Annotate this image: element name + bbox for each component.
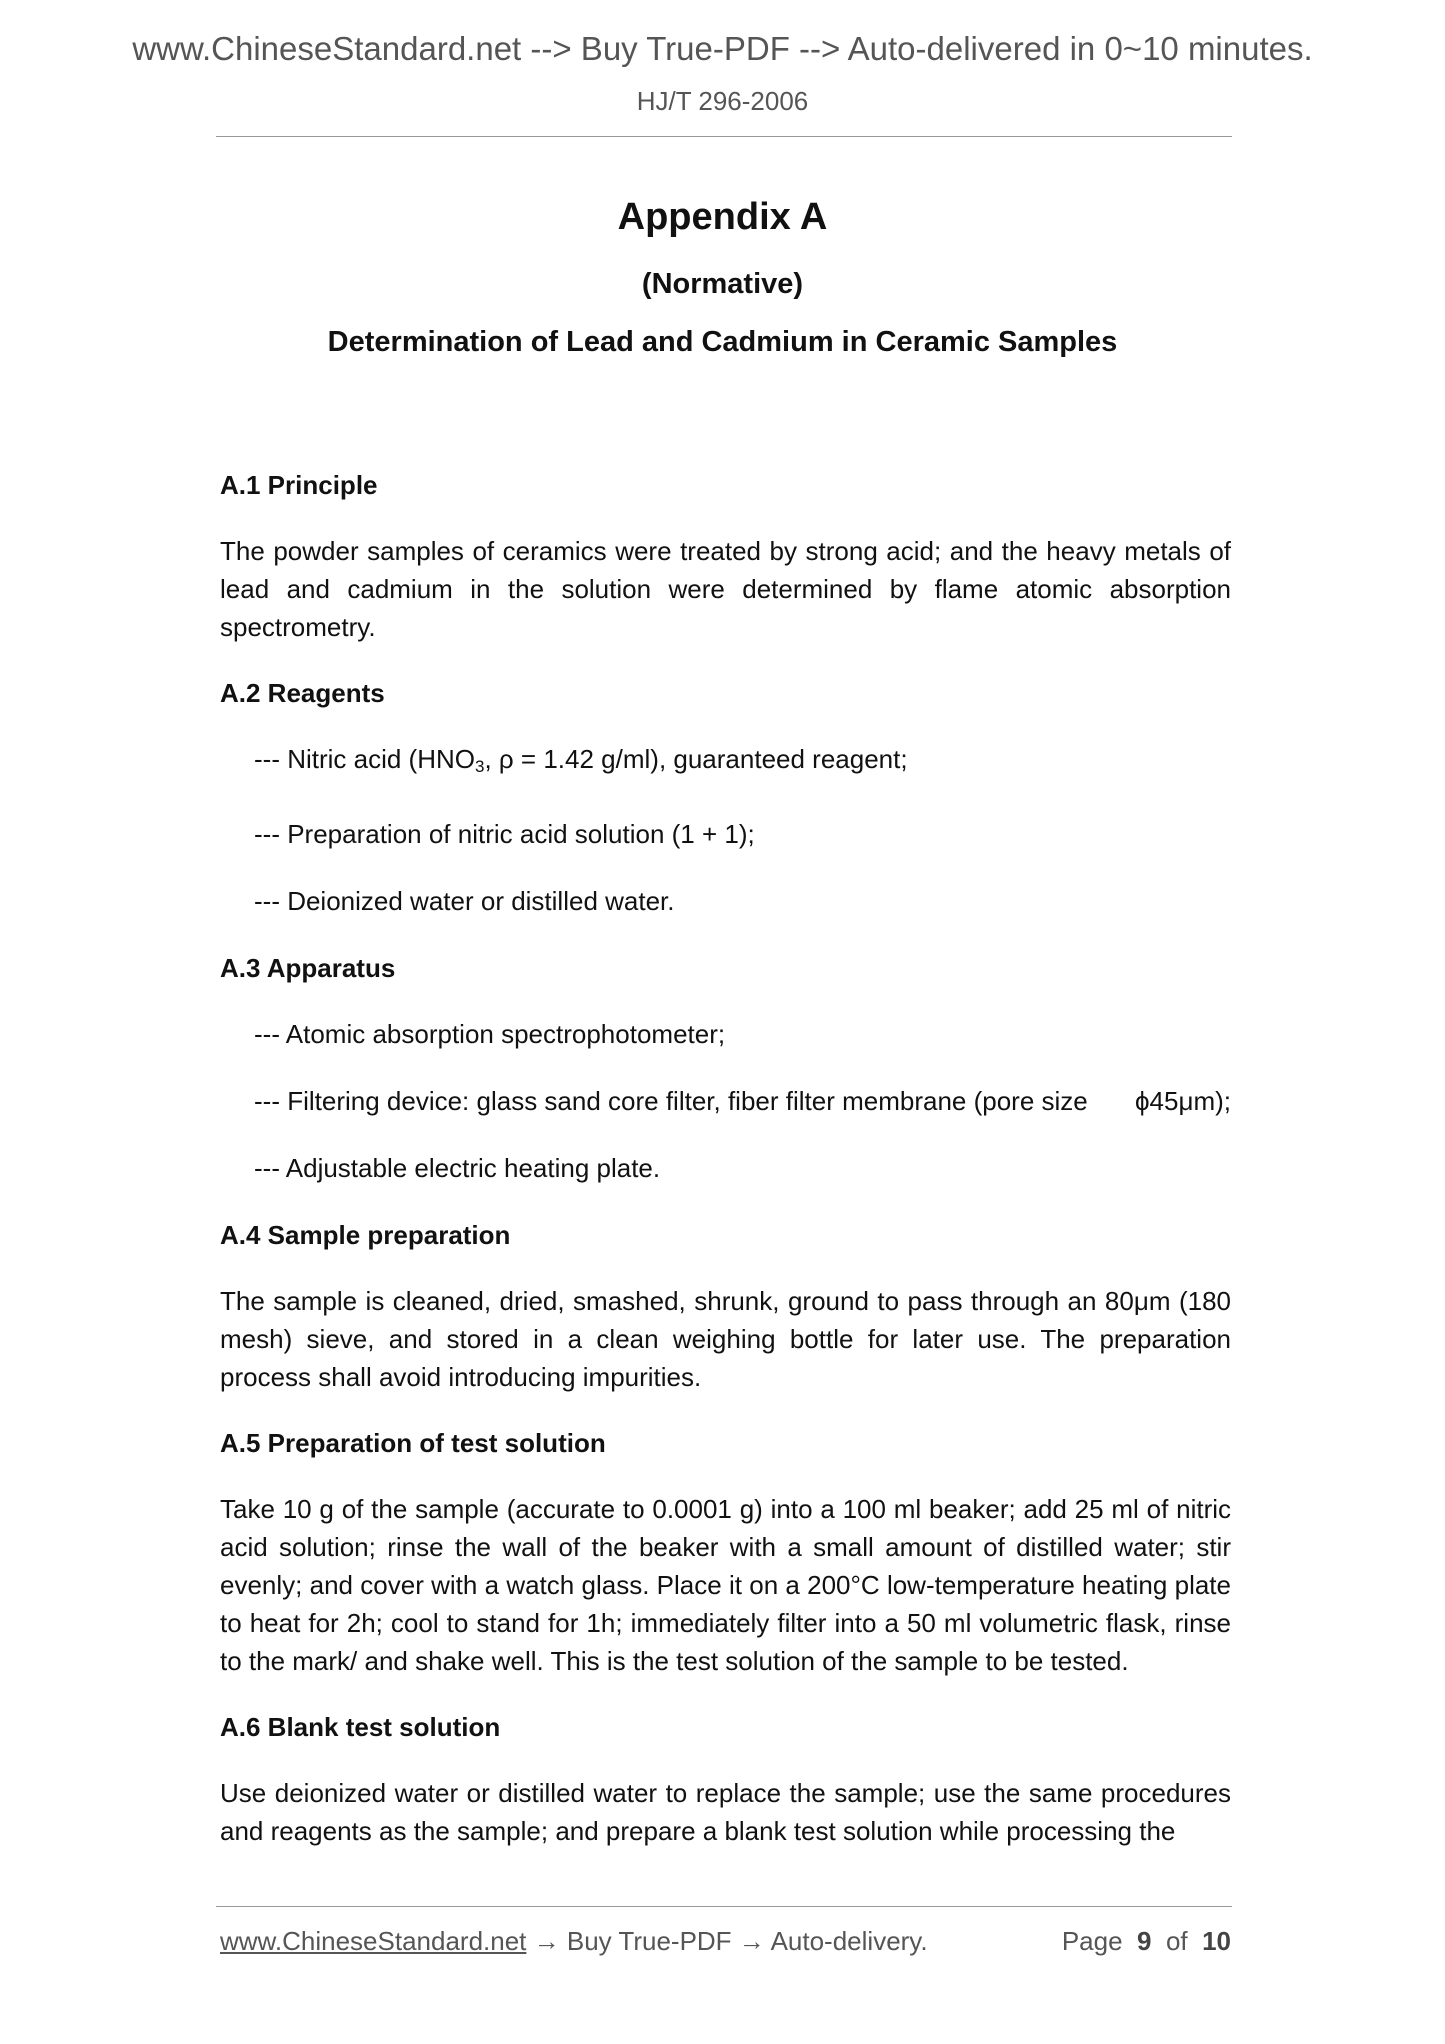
footer-divider — [216, 1906, 1232, 1907]
apparatus-item-filter — [254, 1082, 1231, 1120]
section-text-sample-preparation: The sample is cleaned, dried, smashed, shrunk, ground to pass through an 80μm (180 mesh) sieve, and stored in a clean weighing bottle for later use. The preparation process shall avoid introducing impurities. — [220, 1286, 1231, 1392]
site-banner: www.ChineseStandard.net --> Buy True-PDF --> Auto-delivered in 0~10 minutes. — [132, 30, 1313, 67]
header-divider — [216, 136, 1232, 137]
document-body — [220, 466, 1231, 1878]
page-current: 9 — [1137, 1926, 1152, 1956]
page-of: of — [1165, 1926, 1188, 1956]
apparatus-item-heating-plate: --- Adjustable electric heating plate. — [254, 1153, 661, 1183]
section-heading-sample-preparation: A.4 Sample preparation — [220, 1220, 511, 1250]
section-heading-blank-test: A.6 Blank test solution — [220, 1712, 501, 1742]
apparatus-item-pore-size: ϕ45μm); — [1134, 1086, 1231, 1116]
section-text-test-solution: Take 10 g of the sample (accurate to 0.0001 g) into a 100 ml beaker; add 25 ml of nitric acid solution; rinse the wall of the beaker with a small amount of distilled water; stir evenly; and cover with a watch glass. Place it on a 200°C low-temperature heating plate to heat for 2h; cool to stand for 1h; immediately filter into a 50 ml volumetric flask, rinse to the mark/ and shake well. This is the test solution of the sample to be tested. — [220, 1494, 1231, 1676]
document-number: HJ/T 296-2006 — [636, 86, 809, 116]
appendix-title: Appendix A — [617, 196, 828, 238]
page-footer — [220, 1926, 1231, 1957]
section-heading-reagents: A.2 Reagents — [220, 678, 385, 708]
section-heading-apparatus: A.3 Apparatus — [220, 953, 396, 983]
subscript: 3 — [475, 757, 485, 776]
appendix-type: (Normative) — [641, 268, 804, 300]
reagent-item-text: , ρ = 1.42 g/ml), guaranteed reagent; — [484, 744, 908, 774]
section-heading-test-solution: A.5 Preparation of test solution — [220, 1428, 606, 1458]
section-text-principle: The powder samples of ceramics were treated by strong acid; and the heavy metals of lead and cadmium in the solution were determined by flame atomic absorption spectrometry. — [220, 536, 1231, 642]
apparatus-item-spectrophotometer: --- Atomic absorption spectrophotometer; — [254, 1019, 726, 1049]
section-text-blank-test: Use deionized water or distilled water to replace the sample; use the same procedures and reagents as the sample; and prepare a blank test solution while processing the — [220, 1778, 1231, 1846]
footer-tagline: → Buy True-PDF → Auto-delivery. — [526, 1926, 928, 1956]
apparatus-item-text: --- Filtering device: glass sand core filter, fiber filter membrane (pore size — [254, 1086, 1088, 1116]
page-indicator — [1062, 1926, 1231, 1957]
page-total: 10 — [1202, 1926, 1231, 1956]
page-label: Page — [1061, 1926, 1123, 1956]
reagent-item-text: --- Nitric acid (HNO — [254, 744, 475, 774]
reagent-item-water: --- Deionized water or distilled water. — [254, 886, 675, 916]
footer-site-link[interactable]: www.ChineseStandard.net — [220, 1926, 527, 1956]
section-heading-principle: A.1 Principle — [220, 470, 378, 500]
appendix-name: Determination of Lead and Cadmium in Ceramic Samples — [327, 326, 1118, 358]
reagent-item-solution: --- Preparation of nitric acid solution (1 + 1); — [254, 819, 755, 849]
reagent-item-nitric-acid — [254, 740, 1231, 786]
